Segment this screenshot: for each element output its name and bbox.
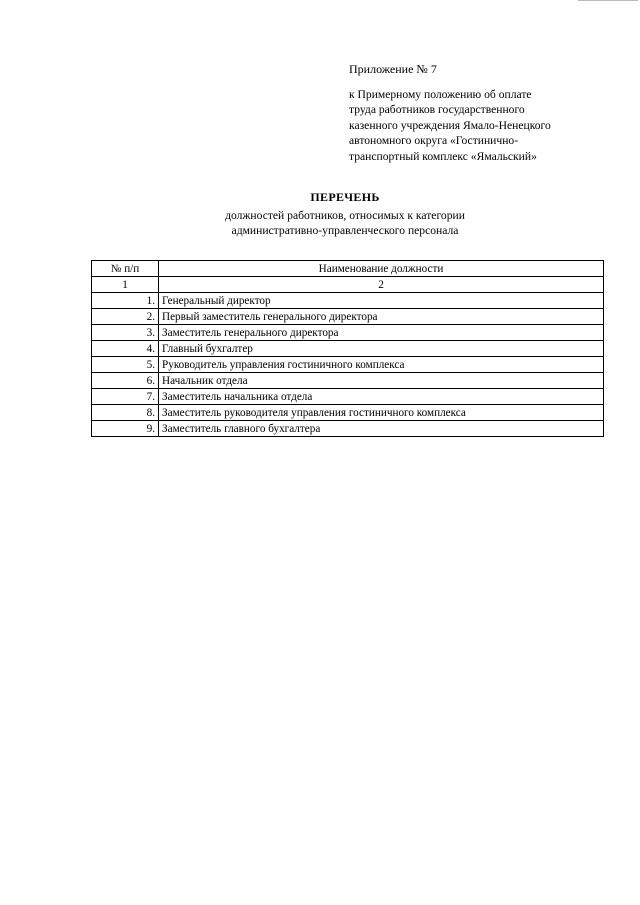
table-row [92,373,604,389]
row-position-name: Заместитель генерального директора [159,325,604,341]
appendix-line: труда работников государственного [349,103,525,117]
row-position-name: Начальник отдела [159,373,604,389]
heading-title: ПЕРЕЧЕНЬ [310,190,380,204]
table-row [92,325,604,341]
row-position-name: Главный бухгалтер [159,341,604,357]
row-number: 5. [92,357,159,373]
row-number: 7. [92,389,159,405]
appendix-line: к Примерному положению об оплате [349,87,532,101]
header-position-name: Наименование должности [159,261,604,277]
table-row [92,341,604,357]
table-row [92,405,604,421]
appendix-title: Приложение № 7 [349,62,437,76]
row-number: 1. [92,293,159,309]
row-position-name: Первый заместитель генерального директора [159,309,604,325]
heading-subtitle-line-2: административно-управленческого персонала [231,224,459,237]
row-number: 6. [92,373,159,389]
positions-table [91,260,604,437]
column-index-2: 2 [159,277,604,293]
table-row [92,309,604,325]
column-index-1: 1 [92,277,159,293]
row-position-name: Заместитель начальника отдела [159,389,604,405]
heading-subtitle-line-1: должностей работников, относимых к категории [225,209,465,222]
appendix-line: казенного учреждения Ямало-Ненецкого [349,118,551,132]
row-number: 4. [92,341,159,357]
table-header-row [92,261,604,277]
row-number: 8. [92,405,159,421]
row-number: 9. [92,421,159,437]
row-number: 2. [92,309,159,325]
document-heading [150,190,540,238]
row-position-name: Генеральный директор [159,293,604,309]
table-row [92,293,604,309]
row-position-name: Заместитель главного бухгалтера [159,421,604,437]
appendix-line: транспортный комплекс «Ямальский» [349,149,537,163]
appendix-line: автономного округа «Гостинично- [349,134,519,148]
row-position-name: Руководитель управления гостиничного комплекса [159,357,604,373]
column-index-row [92,277,604,293]
table-row [92,421,604,437]
scan-edge-mark [578,0,638,1]
row-position-name: Заместитель руководителя управления гостиничного комплекса [159,405,604,421]
appendix-block [349,62,619,165]
row-number: 3. [92,325,159,341]
table-row [92,357,604,373]
header-number: № п/п [92,261,159,277]
table-row [92,389,604,405]
